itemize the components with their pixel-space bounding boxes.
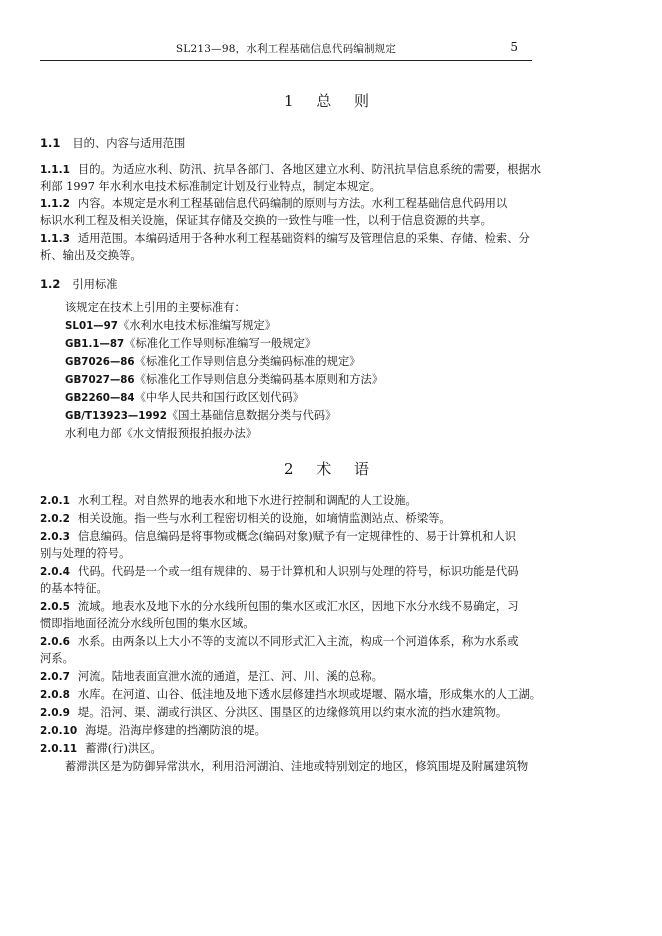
chapter-2-title: 2 术 语 xyxy=(283,460,379,478)
reference-title: 《中华人民共和国行政区划代码》 xyxy=(134,391,305,404)
reference-item xyxy=(65,336,532,352)
term-number: 2.0.11 xyxy=(40,743,78,755)
reference-code: SL01—97 xyxy=(65,320,118,332)
reference-item xyxy=(65,354,532,370)
term-2-0-4-cont: 的基本特征。 xyxy=(40,582,108,595)
term-number: 2.0.9 xyxy=(40,707,70,719)
term-number: 2.0.5 xyxy=(40,601,70,613)
term-2-0-6-cont: 河系。 xyxy=(40,652,74,665)
term-2-0-3-cont: 别与处理的符号。 xyxy=(40,547,131,560)
clause-1-1-3 xyxy=(40,231,532,247)
page-number: 5 xyxy=(510,40,518,54)
header-title: SL213—98，水利工程基础信息代码编制规定 xyxy=(175,43,397,55)
reference-title: 《标准化工作导则信息分类编码标准的规定》 xyxy=(134,355,361,368)
clause-1-1-3-cont: 析、输出及交换等。 xyxy=(40,249,142,262)
reference-item xyxy=(65,372,532,388)
term-text: 流域。地表水及地下水的分水线所包围的集水区或汇水区，因地下水分水线不易确定，习 xyxy=(77,600,519,613)
term-number: 2.0.4 xyxy=(40,566,70,578)
term-text: 相关设施。指一些与水利工程密切相关的设施，如墒情监测站点、桥梁等。 xyxy=(77,512,451,525)
term-2-0-2 xyxy=(40,511,532,527)
term-text: 水利工程。对自然界的地表水和地下水进行控制和调配的人工设施。 xyxy=(77,494,417,507)
reference-title: 《标准化工作导则标准编写一般规定》 xyxy=(124,337,317,350)
reference-item xyxy=(65,318,532,334)
reference-code: GB2260—84 xyxy=(65,392,135,404)
reference-title: 水利电力部《水文情报预报拍报办法》 xyxy=(65,427,258,440)
term-2-0-10 xyxy=(40,723,532,739)
section-1-2-heading xyxy=(40,276,532,293)
clause-1-1-2-cont: 标识水利工程及相关设施，保证其存储及交换的一致性与唯一性，以利于信息资源的共享。 xyxy=(40,214,492,227)
clause-number: 1.1.1 xyxy=(40,164,70,176)
term-text: 水库。在河道、山谷、低洼地及地下透水层修建挡水坝或堤堰、隔水墙，形成集水的人工湖。 xyxy=(77,688,542,701)
term-2-0-11-paragraph: 蓄滞洪区是为防御异常洪水，利用沿河湖泊、洼地或特别划定的地区，修筑围堤及附属建筑物 xyxy=(65,760,529,773)
reference-title: 《水利水电技术标准编写规定》 xyxy=(117,319,277,332)
chapter-1-title: 1 总 则 xyxy=(283,92,379,110)
clause-number: 1.1.3 xyxy=(40,233,70,245)
term-number: 2.0.10 xyxy=(40,725,78,737)
section-title: 目的、内容与适用范围 xyxy=(72,137,186,150)
term-text: 代码。代码是一个或一组有规律的、易于计算机和人识别与处理的符号，标识功能是代码 xyxy=(77,565,519,578)
term-2-0-1 xyxy=(40,493,532,509)
running-header xyxy=(40,38,532,61)
reference-code: GB7026—86 xyxy=(65,356,135,368)
section-number: 1.1 xyxy=(40,136,61,150)
term-2-0-9 xyxy=(40,705,532,721)
clause-text: 目的。为适应水利、防汛、抗旱各部门、各地区建立水利、防汛抗旱信息系统的需要，根据水 xyxy=(77,163,542,176)
term-2-0-4 xyxy=(40,564,532,580)
term-number: 2.0.2 xyxy=(40,513,70,525)
references-intro: 该规定在技术上引用的主要标准有： xyxy=(65,301,246,314)
term-number: 2.0.7 xyxy=(40,671,70,683)
term-number: 2.0.8 xyxy=(40,689,70,701)
term-number: 2.0.1 xyxy=(40,495,70,507)
term-text: 蓄滞(行)洪区。 xyxy=(85,742,162,755)
term-2-0-3 xyxy=(40,529,532,545)
section-number: 1.2 xyxy=(40,277,61,291)
reference-title: 《国土基础信息数据分类与代码》 xyxy=(166,409,337,422)
term-text: 海堤。沿海岸修建的挡潮防浪的堤。 xyxy=(85,724,266,737)
clause-number: 1.1.2 xyxy=(40,198,70,210)
reference-item xyxy=(65,390,532,406)
term-2-0-8 xyxy=(40,687,542,703)
term-text: 信息编码。信息编码是将事物或概念(编码对象)赋予有一定规律性的、易于计算机和人识 xyxy=(77,530,517,543)
reference-code: GB/T13923—1992 xyxy=(65,410,167,422)
term-2-0-11 xyxy=(40,741,532,757)
clause-text: 内容。本规定是水利工程基础信息代码编制的原则与方法。水利工程基础信息代码用以 xyxy=(77,197,508,210)
term-number: 2.0.3 xyxy=(40,531,70,543)
clause-1-1-1-cont: 利部 1997 年水利水电技术标准制定计划及行业特点，制定本规定。 xyxy=(40,180,381,193)
clause-1-1-1 xyxy=(40,162,542,178)
term-text: 堤。沿河、渠、湖或行洪区、分洪区、围垦区的边缘修筑用以约束水流的挡水建筑物。 xyxy=(77,706,508,719)
reference-item xyxy=(65,426,532,442)
clause-1-1-2 xyxy=(40,196,532,212)
term-2-0-7 xyxy=(40,669,532,685)
term-text: 水系。由两条以上大小不等的支流以不同形式汇入主流，构成一个河道体系，称为水系或 xyxy=(77,635,519,648)
term-2-0-5 xyxy=(40,599,532,615)
term-2-0-5-cont: 惯即指地面径流分水线所包围的集水区域。 xyxy=(40,617,255,630)
reference-title: 《标准化工作导则信息分类编码基本原则和方法》 xyxy=(134,373,384,386)
term-2-0-6 xyxy=(40,634,532,650)
section-1-1-heading xyxy=(40,135,532,152)
reference-code: GB1.1—87 xyxy=(65,338,125,350)
reference-item xyxy=(65,408,532,424)
section-title: 引用标准 xyxy=(72,278,118,291)
reference-code: GB7027—86 xyxy=(65,374,135,386)
clause-text: 适用范围。本编码适用于各种水利工程基础资料的编写及管理信息的采集、存储、检索、分 xyxy=(77,232,530,245)
term-number: 2.0.6 xyxy=(40,636,70,648)
term-text: 河流。陆地表面宣泄水流的通道，是江、河、川、溪的总称。 xyxy=(77,670,383,683)
